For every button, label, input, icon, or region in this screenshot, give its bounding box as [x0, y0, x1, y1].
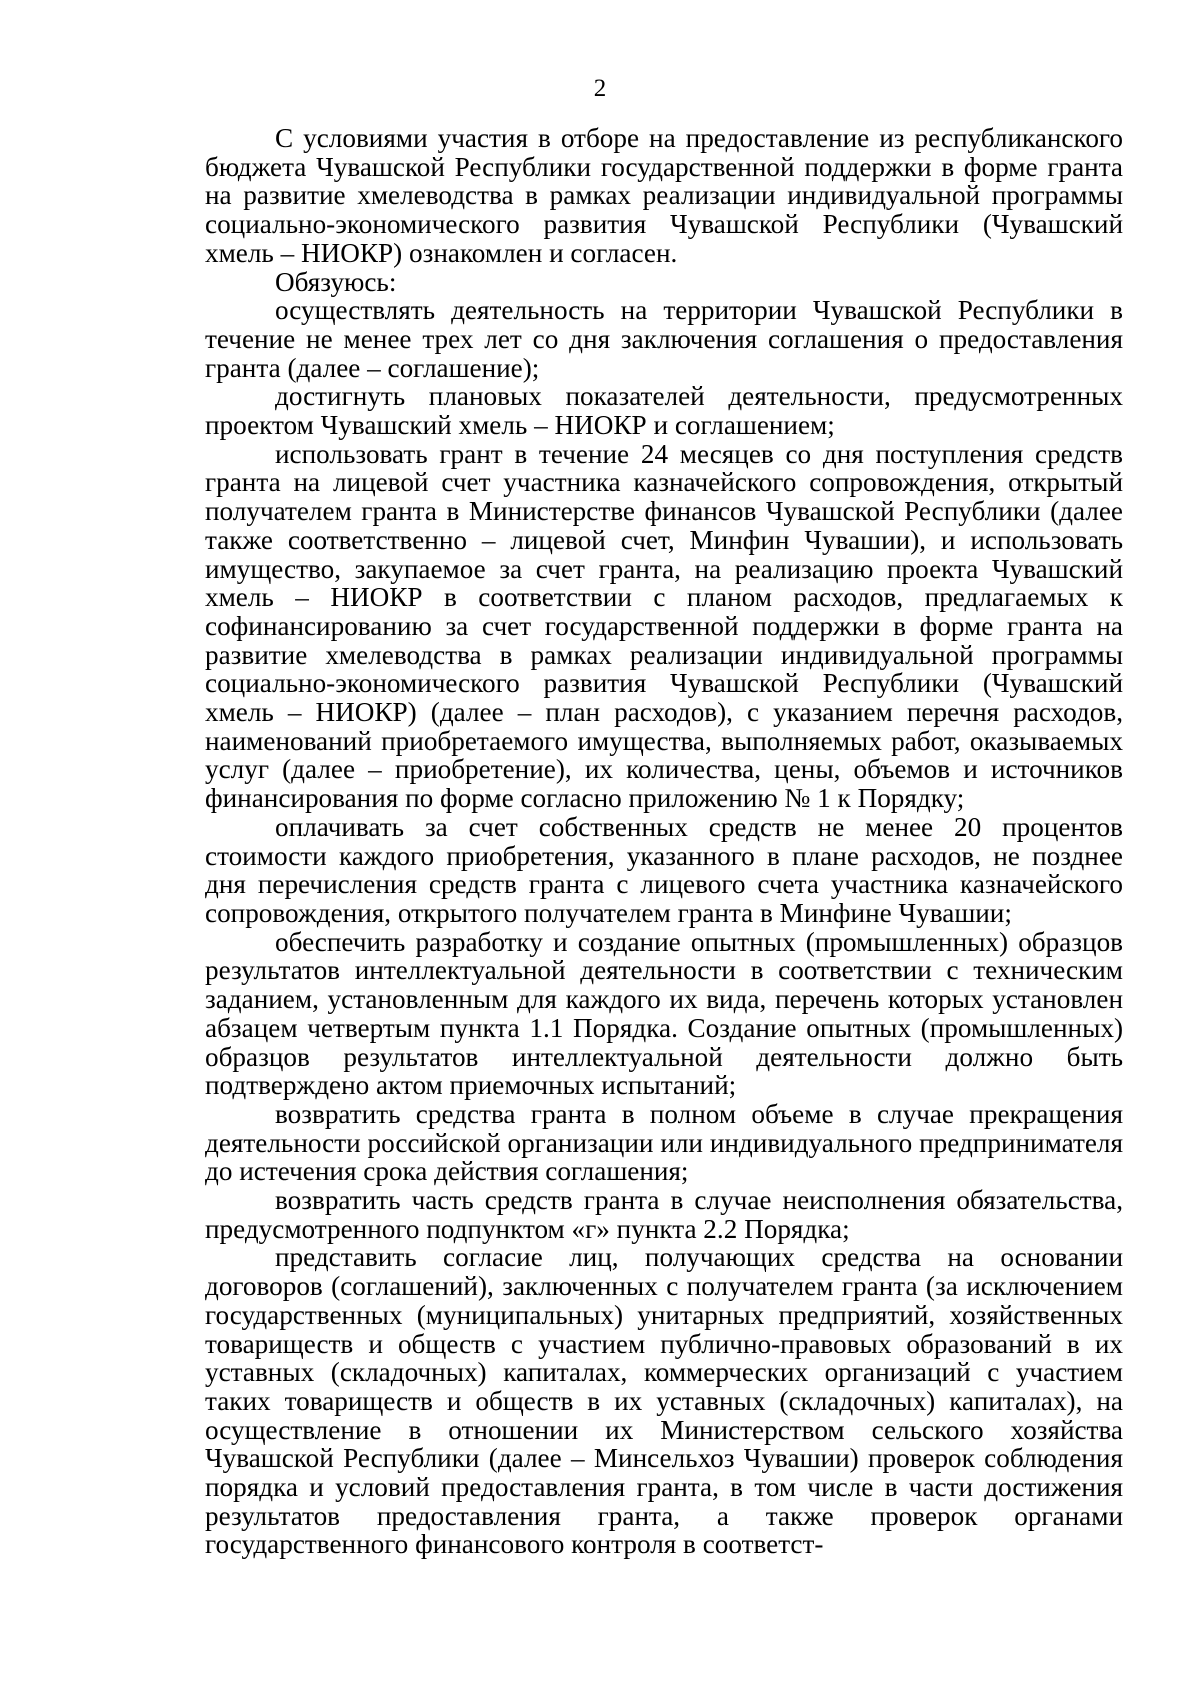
paragraph-terms-acknowledgement: С условиями участия в отборе на предоставление из республиканского бюджета Чувашской Республики государственной поддержки в форме гранта на развитие хмелеводства в рамках реализации индивидуальной программы социально-экономического развития Чувашской Республики (Чувашский хмель – НИОКР) ознакомлен и согласен. — [205, 123, 1123, 268]
page-number: 2 — [593, 75, 607, 102]
paragraph-return-full: возвратить средства гранта в полном объеме в случае прекращения деятельности российской организации или индивидуального предпринимателя до истечения срока действия соглашения; — [205, 1098, 1123, 1187]
paragraph-achieve-targets: достигнуть плановых показателей деятельности, предусмотренных проектом Чувашский хмель – НИОКР и соглашением; — [205, 381, 1123, 441]
paragraph-use-grant: использовать грант в течение 24 месяцев со дня поступления средств гранта на лицевой счет участника казначейского сопровождения, открытый получателем гранта в Министерстве финансов Чувашской Республики (далее также соответственно – лицевой счет, Минфин Чувашии), и использовать имущество, закупаемое за счет гранта, на реализацию проекта Чувашский хмель – НИОКР в соответствии с планом расходов, предлагаемых к софинансированию за счет государственной поддержки в форме гранта на развитие хмелеводства в рамках реализации индивидуальной программы социально-экономического развития Чувашской Республики (Чувашский хмель – НИОКР) (далее – план расходов), с указанием перечня расходов, наименований приобретаемого имущества, выполняемых работ, оказываемых услуг (далее – приобретение), их количества, цены, объемов и источников финансирования по форме согласно приложению № 1 к Порядку; — [205, 438, 1123, 814]
document-body — [205, 124, 1123, 1559]
paragraph-obligations-heading: Обязуюсь: — [275, 266, 397, 297]
paragraph-consent-inspections: представить согласие лиц, получающих средства на основании договоров (соглашений), заключенных с получателем гранта (за исключением государственных (муниципальных) унитарных предприятий, хозяйственных товариществ и обществ с участием публично-правовых образований в их уставных (складочных) капиталах, коммерческих организаций с участием таких товариществ и обществ в их уставных (складочных) капиталах), на осуществление в отношении их Министерством сельского хозяйства Чувашской Республики (далее – Минсельхоз Чувашии) проверок соблюдения порядка и условий предоставления гранта, в том числе в части достижения результатов предоставления гранта, а также проверок органами государственного финансового контроля в соответст- — [205, 1242, 1123, 1560]
paragraph-return-part: возвратить часть средств гранта в случае неисполнения обязательства, предусмотренного подпунктом «г» пункта 2.2 Порядка; — [205, 1185, 1123, 1244]
paragraph-own-funds: оплачивать за счет собственных средств не менее 20 процентов стоимости каждого приобретения, указанного в плане расходов, не позднее дня перечисления средств гранта с лицевого счета участника казначейского сопровождения, открытого получателем гранта в Минфине Чувашии; — [205, 811, 1123, 928]
paragraph-prototypes: обеспечить разработку и создание опытных (промышленных) образцов результатов интеллектуальной деятельности в соответствии с техническим заданием, установленным для каждого их вида, перечень которых установлен абзацем четвертым пункта 1.1 Порядка. Создание опытных (промышленных) образцов результатов интеллектуальной деятельности должно быть подтверждено актом приемочных испытаний; — [205, 926, 1123, 1101]
paragraph-operate-in-republic: осуществлять деятельность на территории Чувашской Республики в течение не менее трех лет со дня заключения соглашения о предоставления гранта (далее – соглашение); — [205, 295, 1123, 383]
